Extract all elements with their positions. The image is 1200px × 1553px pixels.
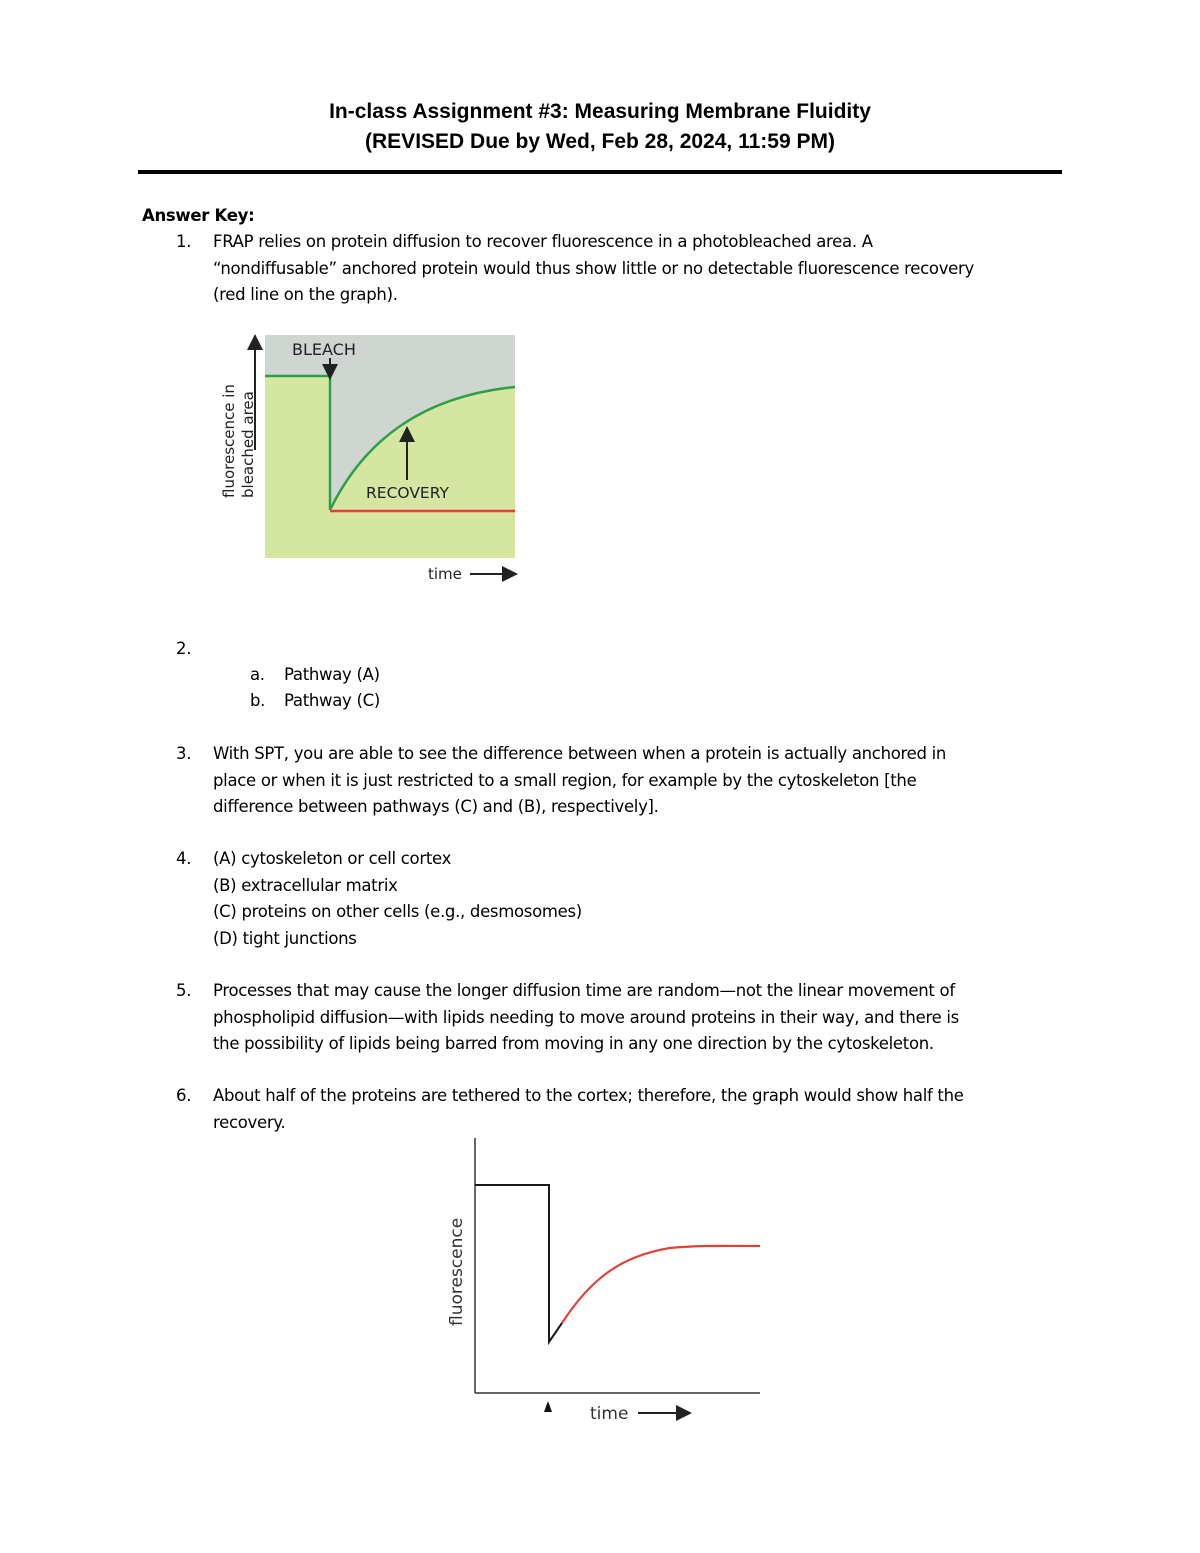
answer-2b-label: b. — [250, 691, 266, 710]
red-half-recovery-curve — [562, 1246, 760, 1323]
answer-4-text — [213, 846, 1073, 952]
y-axis-label-line-2: bleached area — [239, 391, 257, 498]
bleach-label: BLEACH — [292, 340, 356, 359]
answer-4-line: (B) extracellular matrix — [213, 875, 398, 895]
answer-3-number: 3. — [176, 744, 192, 763]
answer-3-text — [213, 741, 1073, 821]
answer-1-text — [213, 229, 1073, 309]
answer-2-number: 2. — [176, 639, 192, 658]
answer-1-number: 1. — [176, 232, 192, 251]
answer-2a-label: a. — [250, 665, 265, 684]
answer-5-line: the possibility of lipids being barred from moving in any one direction by the cytoskeleton. — [213, 1034, 934, 1053]
frap-diagram — [210, 328, 530, 593]
answer-5-text — [213, 978, 1073, 1058]
answer-1-line: “nondiffusable” anchored protein would thus show little or no detectable fluorescence recovery — [213, 258, 974, 278]
answer-6-line: About half of the proteins are tethered to the cortex; therefore, the graph would show half the — [213, 1086, 964, 1105]
answer-5-line: phospholipid diffusion—with lipids needing to move around proteins in their way, and there is — [213, 1007, 959, 1027]
bleach-time-marker — [544, 1401, 552, 1412]
answer-6-line: recovery. — [213, 1112, 286, 1132]
answer-3-line: With SPT, you are able to see the difference between when a protein is actually anchored in — [213, 744, 947, 763]
recovery-label: RECOVERY — [366, 484, 449, 502]
document-subtitle: (REVISED Due by Wed, Feb 28, 2024, 11:59 PM) — [365, 130, 835, 153]
half-recovery-graph — [430, 1130, 780, 1430]
answer-3-line: place or when it is just restricted to a small region, for example by the cytoskeleton [the — [213, 770, 917, 790]
answer-key-heading: Answer Key: — [142, 206, 255, 225]
y-axis-label: fluorescence — [447, 1217, 467, 1326]
black-fluorescence-line — [475, 1185, 562, 1342]
answer-3-line: difference between pathways (C) and (B), respectively]. — [213, 797, 659, 816]
y-axis-label-line-1: fluorescence in — [220, 384, 238, 498]
answer-5-line: Processes that may cause the longer diffusion time are random—not the linear movement of — [213, 981, 955, 1000]
answer-2a-text: Pathway (A) — [284, 665, 380, 684]
title-divider — [138, 170, 1062, 174]
document-title: In-class Assignment #3: Measuring Membrane Fluidity — [329, 100, 871, 123]
answer-1-line: FRAP relies on protein diffusion to recover fluorescence in a photobleached area. A — [213, 232, 873, 251]
x-axis-label: time — [590, 1404, 629, 1424]
x-axis-label: time — [428, 565, 462, 583]
answer-6-number: 6. — [176, 1086, 192, 1105]
answer-5-number: 5. — [176, 981, 192, 1000]
answer-6-text — [213, 1083, 1073, 1136]
answer-4-line: (C) proteins on other cells (e.g., desmosomes) — [213, 902, 582, 921]
answer-4-line: (D) tight junctions — [213, 928, 357, 948]
answer-4-number: 4. — [176, 849, 192, 868]
answer-2b-text: Pathway (C) — [284, 691, 380, 710]
answer-4-line: (A) cytoskeleton or cell cortex — [213, 849, 452, 868]
answer-1-line: (red line on the graph). — [213, 285, 398, 304]
